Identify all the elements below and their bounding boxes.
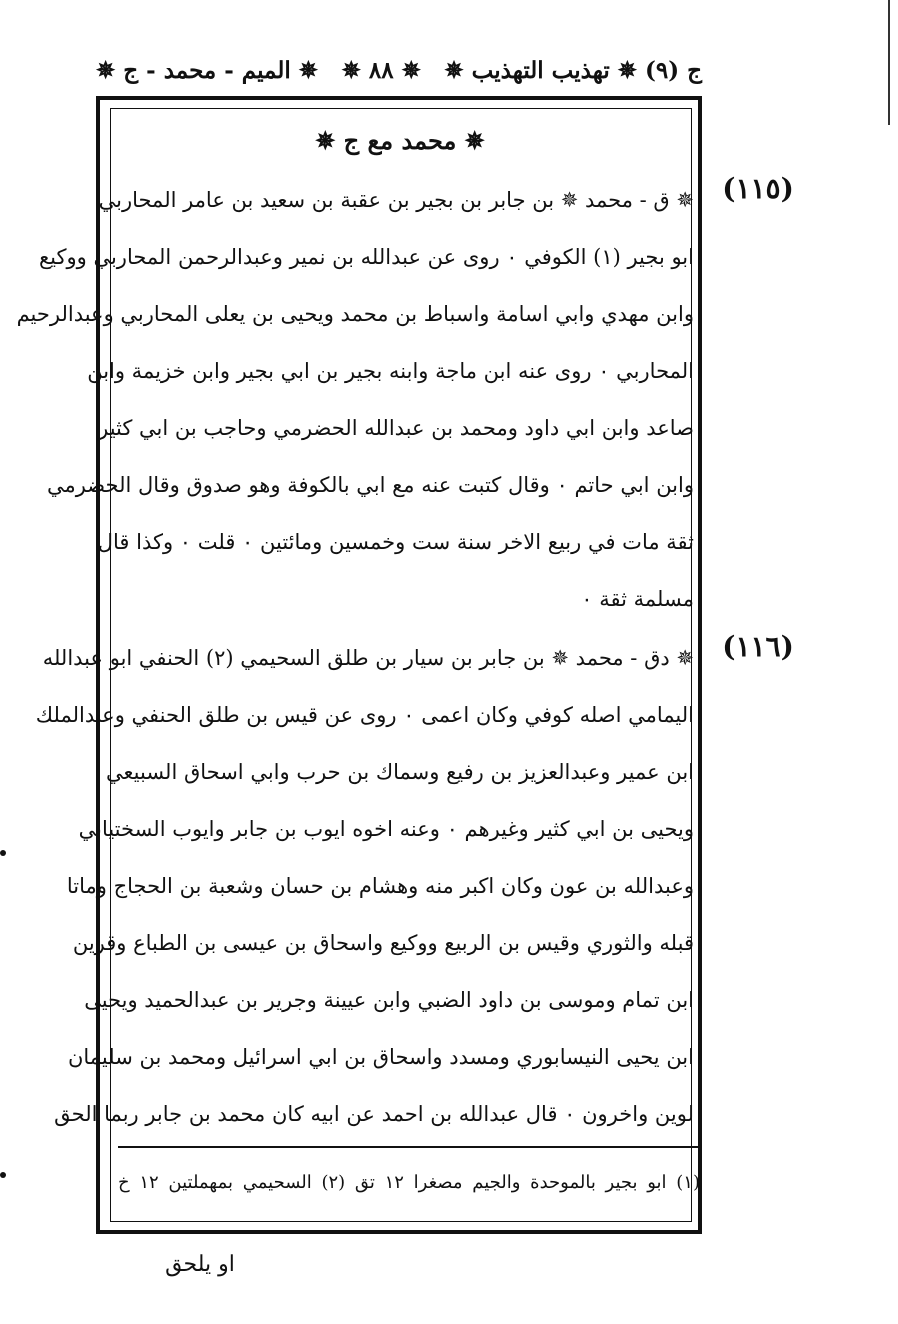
text-line: المحاربي ٠ روى عنه ابن ماجة وابنه بجير بن ابي بجير وابن خزيمة وابن: [87, 359, 694, 383]
margin-mark: [0, 850, 6, 856]
text-line: ✵ ق - محمد ✵ بن جابر بن بجير بن عقبة بن سعيد بن عامر المحاربي: [98, 188, 694, 212]
margin-mark: [0, 1172, 6, 1178]
page-number: ✵ ٨٨ ✵: [341, 56, 421, 84]
entry-number: (١١٦): [722, 630, 794, 663]
running-head-right: ج (٩) ✵ تهذيب التهذيب ✵: [444, 56, 702, 84]
text-line: ويحيى بن ابي كثير وغيرهم ٠ وعنه اخوه ايوب بن جابر وايوب السختياني: [78, 817, 694, 841]
text-line: ثقة مات في ربيع الاخر سنة ست وخمسين ومائتين ٠ قلت ٠ وكذا قال: [97, 530, 694, 554]
entry-number: (١١٥): [722, 172, 794, 205]
text-line: ابو بجير (١) الكوفي ٠ روى عن عبدالله بن نمير وعبدالرحمن المحاربي ووكيع: [38, 245, 694, 269]
running-head-left: ✵ الميم - محمد - ج ✵: [96, 56, 319, 84]
text-line: صاعد وابن ابي داود ومحمد بن عبدالله الحضرمي وحاجب بن ابي كثير: [98, 416, 694, 440]
running-head: [96, 48, 702, 92]
footnote-divider: [118, 1146, 700, 1148]
text-line: اليمامي اصله كوفي وكان اعمى ٠ روى عن قيس بن طلق الحنفي وعبدالملك: [35, 703, 694, 727]
text-line: لوين واخرون ٠ قال عبدالله بن احمد عن ابيه كان محمد بن جابر ربما الحق: [54, 1102, 694, 1126]
entry-116-text: [35, 630, 694, 1143]
text-line: مسلمة ثقة ٠: [581, 587, 694, 611]
section-title: ✵ محمد مع ج ✵: [315, 126, 485, 155]
text-line: قبله والثوري وقيس بن الربيع ووكيع واسحاق بن عيسى بن الطباع وقرين: [72, 931, 694, 955]
text-line: ابن تمام وموسى بن داود الضبي وابن عيينة وجرير بن عبدالحميد ويحيى: [84, 988, 694, 1012]
footnote: (١) ابو بجير بالموحدة والجيم مصغرا ١٢ تق (٢) السحيمي بمهملتين ١٢ خ: [118, 1172, 700, 1193]
text-line: وابن مهدي وابي اسامة واسباط بن محمد ويحيى بن يعلى المحاربي وعبدالرحيم: [16, 302, 694, 326]
catchword: او يلحق: [165, 1252, 235, 1277]
text-line: ابن عمير وعبدالعزيز بن رفيع وسماك بن حرب وابي اسحاق السبيعي: [106, 760, 694, 784]
text-line: ابن يحيى النيسابوري ومسدد واسحاق بن ابي اسرائيل ومحمد بن سليمان: [67, 1045, 694, 1069]
text-line: وابن ابي حاتم ٠ وقال كتبت عنه مع ابي بالكوفة وهو صدوق وقال الحضرمي: [46, 473, 694, 497]
text-line: وعبدالله بن عون وكان اكبر منه وهشام بن حسان وشعبة بن الحجاج وماتا: [66, 874, 694, 898]
text-line: ✵ دق - محمد ✵ بن جابر بن سيار بن طلق السحيمي (٢) الحنفي ابو عبدالله: [42, 646, 694, 670]
right-margin-rule: [888, 0, 890, 125]
entry-115-text: [16, 172, 694, 628]
